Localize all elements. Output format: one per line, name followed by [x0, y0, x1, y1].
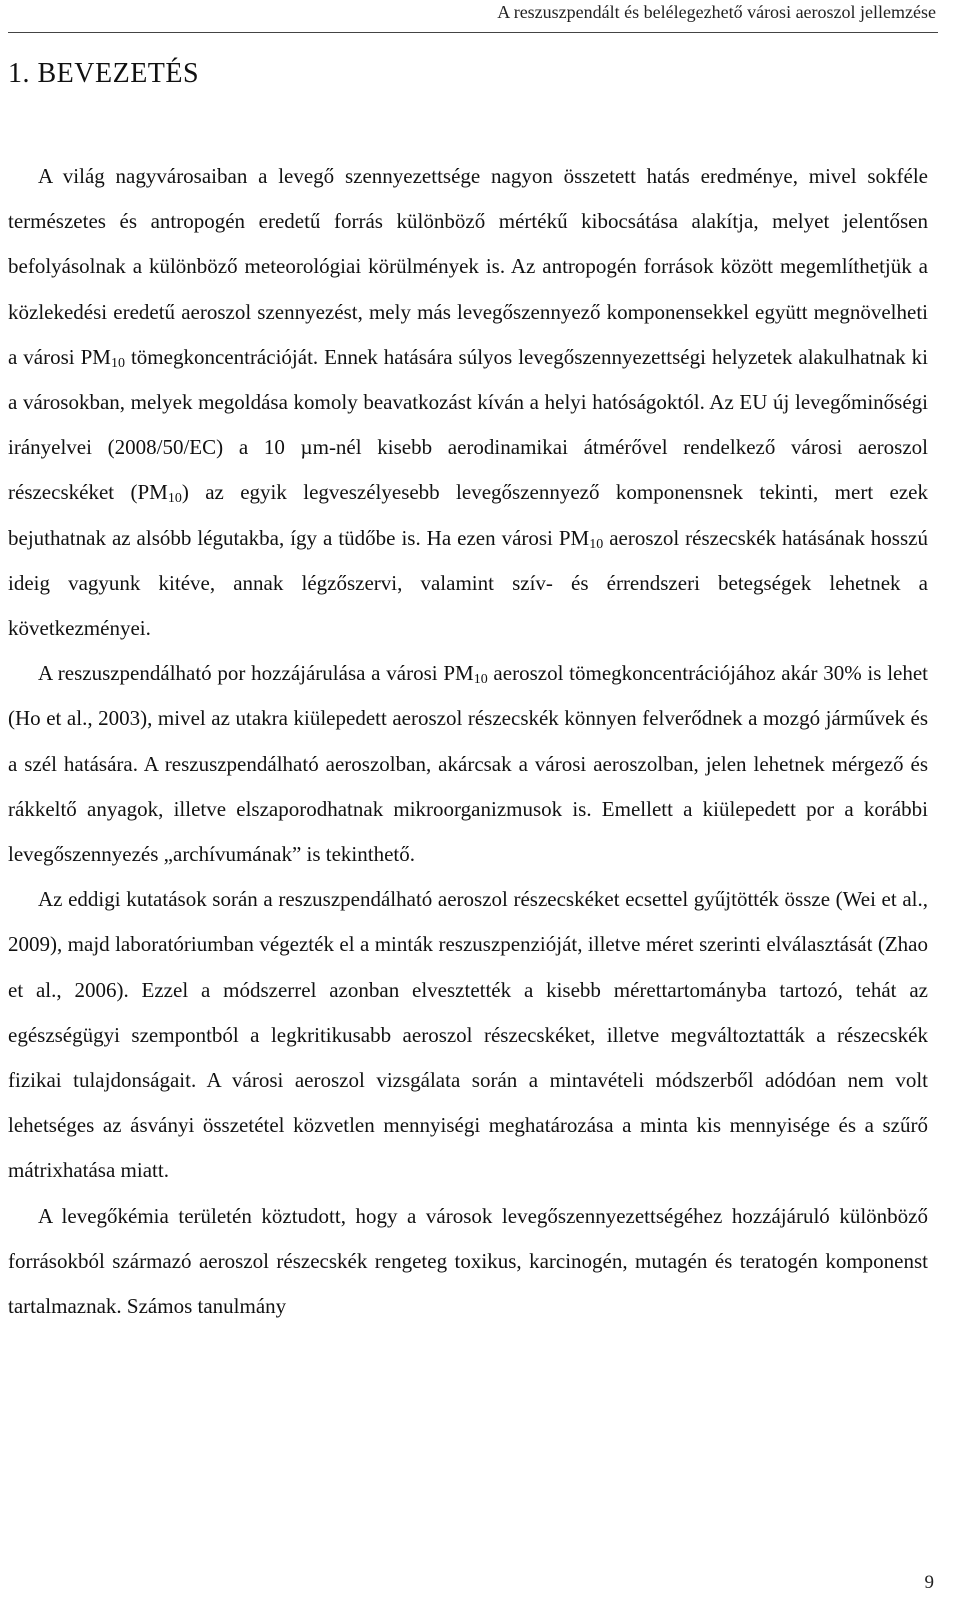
paragraph-2-text-b: aeroszol tömegkoncentrációjához akár 30% is lehet (Ho et al., 2003), mivel az utakra kiülepedett aeroszol részecskék könnyen felverődnek a mozgó járművek és a szél hatására. A reszuszpendálható aeroszolban, akárcsak a városi aeroszolban, jelen lehetnek mérgező és rákkeltő anyagok, illetve elszaporodhatnak mikroorganizmusok is. Emellett a kiülepedett por a korábbi levegőszennyezés „archívumának” is tekinthető.	[8, 661, 928, 867]
paragraph-2-text-a: A reszuszpendálható por hozzájárulása a városi PM	[38, 661, 474, 686]
header-divider	[8, 32, 938, 33]
subscript-pm10: 10	[110, 355, 125, 371]
paragraph-3: Az eddigi kutatások során a reszuszpendálható aeroszol részecskéket ecsettel gyűjtötték össze (Wei et al., 2009), majd laboratóriumban végezték el a minták reszuszpenzióját, illetve méret szerinti elválasztását (Zhao et al., 2006). Ezzel a módszerrel azonban elvesztették a kisebb mérettartományba tartozó, tehát az egészségügyi szempontból a legkritikusabb aeroszol részecskéket, illetve megváltoztatták a részecskék fizikai tulajdonságait. A városi aeroszol vizsgálata során a mintavételi módszerből adódóan nem volt lehetséges az ásványi összetétel közvetlen mennyiségi meghatározása a minta kis mennyisége és a szűrő mátrixhatása miatt.	[8, 887, 928, 1183]
paragraph-2	[8, 651, 928, 877]
paragraph-1-text-d: aeroszol részecskék hatásának hosszú ideig vagyunk kitéve, annak légzőszervi, valamint szív- és érrendszeri betegségek lehetnek a következményei.	[8, 525, 928, 641]
running-header: A reszuszpendált és belélegezhető városi aeroszol jellemzése	[497, 2, 936, 22]
body-text	[8, 154, 928, 1329]
subscript-pm10: 10	[589, 536, 604, 552]
paragraph-1-text-a: A világ nagyvárosaiban a levegő szennyezettsége nagyon összetett hatás eredménye, mivel sokféle természetes és antropogén eredetű forrás különböző mértékű kibocsátása alakítja, melyet jelentősen befolyásolnak a különböző meteorológiai körülmények is. Az antropogén források között megemlíthetjük a közlekedési eredetű aeroszol szennyezést, mely más levegőszennyező komponensekkel együtt megnövelheti a városi PM	[8, 164, 928, 369]
paragraph-4: A levegőkémia területén köztudott, hogy a városok levegőszennyezettségéhez hozzájáruló különböző forrásokból származó aeroszol részecskék rengeteg toxikus, karcinogén, mutagén és teratogén komponenst tartalmaznak. Számos tanulmány	[8, 1203, 928, 1319]
subscript-pm10: 10	[473, 672, 488, 688]
chapter-title: 1. BEVEZETÉS	[8, 58, 200, 89]
paragraph-1	[8, 154, 928, 651]
paragraph-1-text-c: ) az egyik legveszélyesebb levegőszennyező komponensnek tekinti, mert ezek bejuthatnak az alsóbb légutakba, így a tüdőbe is. Ha ezen városi PM	[8, 480, 928, 550]
page-number: 9	[924, 1572, 934, 1593]
paragraph-1-text-b: tömegkoncentrációját. Ennek hatására súlyos levegőszennyezettségi helyzetek alakulhatnak ki a városokban, melyek megoldása komoly beavatkozást kíván a helyi hatóságoktól. Az EU új levegőminőségi irányelvei (2008/50/EC) a 10 µm-nél kisebb aerodinamikai átmérővel rendelkező városi aeroszol részecskéket (PM	[8, 344, 929, 505]
subscript-pm10: 10	[167, 491, 182, 507]
